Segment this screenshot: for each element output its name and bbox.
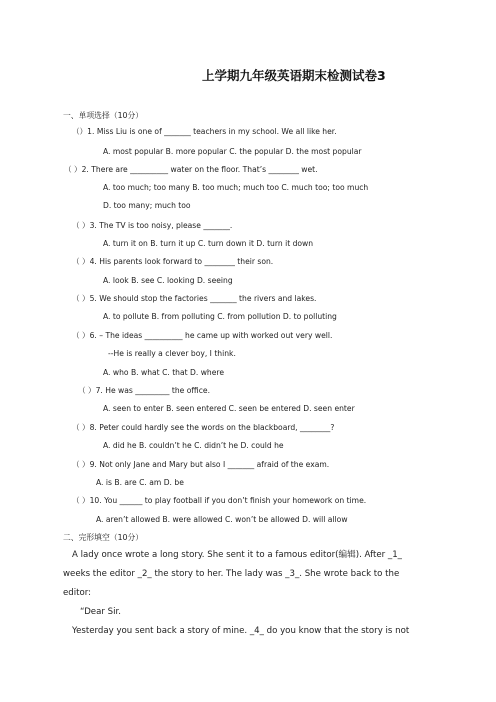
question-options: A. seen to enter B. seen entered C. seen be entered D. seen enter — [103, 404, 355, 413]
question-options: D. too many; much too — [103, 201, 191, 210]
section-1-heading: 一、单项选择（10分） — [63, 111, 144, 120]
passage-line: Yesterday you sent back a story of mine. _4_ do you know that the story is not — [72, 626, 410, 636]
section-2-heading: 二、完形填空（10分） — [63, 533, 144, 542]
question-stem: （ ）2. There are __________ water on the floor. That’s ________ wet. — [64, 165, 318, 174]
question-stem: （）1. Miss Liu is one of _______ teachers in my school. We all like her. — [72, 127, 337, 136]
exam-title: 上学期九年级英语期末检测试卷3 — [202, 68, 386, 83]
passage-line: A lady once wrote a long story. She sent it to a famous editor(编辑). After _1_ — [72, 550, 402, 560]
question-stem: （ ）4. His parents look forward to ________ their son. — [72, 257, 274, 266]
question-stem: （ ）8. Peter could hardly see the words on the blackboard, ________? — [72, 423, 335, 432]
question-options: A. to pollute B. from polluting C. from pollution D. to polluting — [103, 312, 337, 321]
question-options: A. most popular B. more popular C. the popular D. the most popular — [103, 147, 362, 156]
question-stem: （ ）6. – The ideas __________ he came up with worked out very well. — [72, 331, 333, 340]
question-stem: （ ）9. Not only Jane and Mary but also I _______ afraid of the exam. — [72, 460, 330, 469]
question-stem: （ ）5. We should stop the factories _______ the rivers and lakes. — [72, 294, 317, 303]
passage-line: editor: — [63, 588, 92, 598]
question-options: A. aren’t allowed B. were allowed C. won’t be allowed D. will allow — [96, 515, 348, 524]
question-stem: （ ）10. You ______ to play football if you don’t finish your homework on time. — [72, 496, 367, 505]
question-options: A. is B. are C. am D. be — [96, 478, 184, 487]
question-options: A. did he B. couldn’t he C. didn’t he D. could he — [103, 441, 284, 450]
question-options: A. too much; too many B. too much; much too C. much too; too much — [103, 183, 369, 192]
passage-line: “Dear Sir. — [80, 607, 121, 617]
question-stem: （ ）7. He was _________ the office. — [78, 386, 211, 395]
question-options: --He is really a clever boy, I think. — [108, 349, 236, 358]
question-options: A. turn it on B. turn it up C. turn down it D. turn it down — [103, 239, 314, 248]
passage-line: weeks the editor _2_ the story to her. The lady was _3_. She wrote back to the — [63, 569, 400, 579]
question-stem: （ ）3. The TV is too noisy, please _______. — [72, 221, 233, 230]
question-options: A. who B. what C. that D. where — [103, 368, 225, 377]
question-options: A. look B. see C. looking D. seeing — [103, 276, 233, 285]
